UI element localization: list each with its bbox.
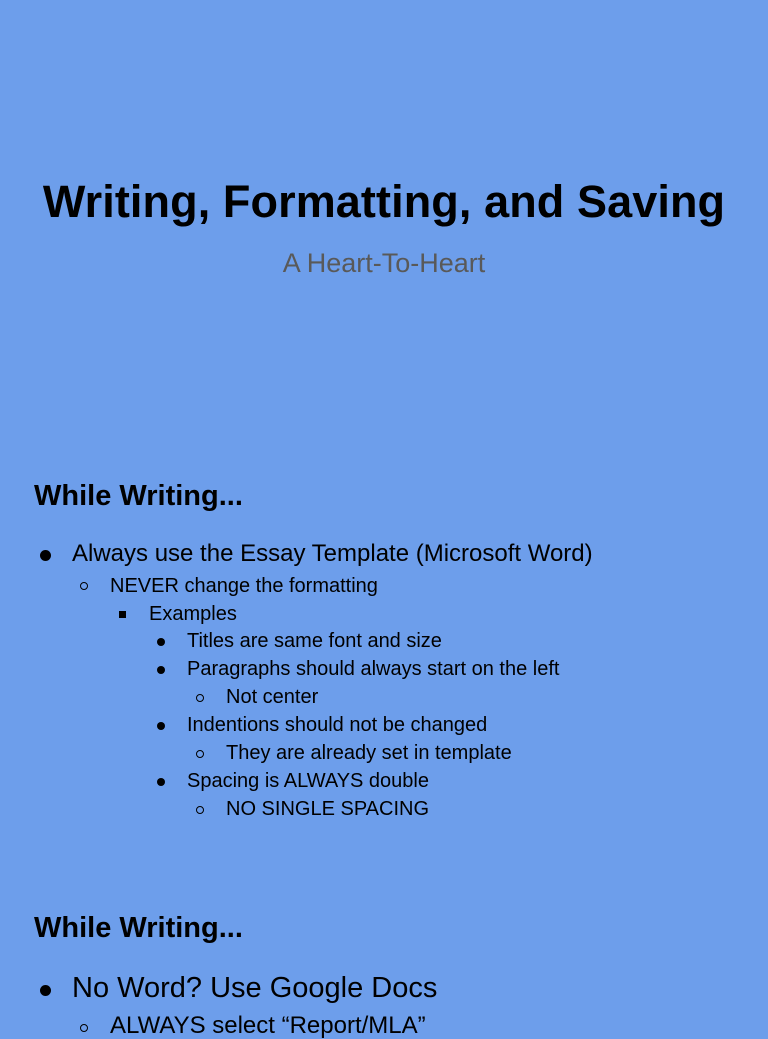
bullet-square-icon <box>119 611 126 618</box>
bullet-text: Spacing is ALWAYS double <box>187 770 429 792</box>
bullet-text: NEVER change the formatting <box>110 575 378 597</box>
bullet-text: No Word? Use Google Docs <box>72 972 438 1004</box>
bullet-text: Paragraphs should always start on the left <box>187 658 560 680</box>
bullet-text: Not center <box>226 686 319 708</box>
bullet-text: Titles are same font and size <box>187 630 442 652</box>
title-slide <box>0 0 768 432</box>
slide-heading: While Writing... <box>34 912 243 944</box>
bullet-text: They are already set in template <box>226 742 512 764</box>
bullet-ring-icon <box>80 1024 88 1032</box>
bullet-text: Always use the Essay Template (Microsoft Word) <box>72 540 593 567</box>
bullet-dot-icon <box>157 638 165 646</box>
content-slide-writing <box>0 432 768 864</box>
slide-subtitle: A Heart-To-Heart <box>282 248 486 278</box>
bullet-ring-icon <box>196 750 204 758</box>
bullet-text: Indentions should not be changed <box>187 714 488 736</box>
bullet-dot-icon <box>40 985 51 996</box>
slide-heading: While Writing... <box>34 480 243 512</box>
bullet-dot-icon <box>157 722 165 730</box>
slide-title: Writing, Formatting, and Saving <box>42 176 726 227</box>
bullet-ring-icon <box>196 806 204 814</box>
bullet-text: NO SINGLE SPACING <box>226 798 430 820</box>
bullet-text: ALWAYS select “Report/MLA” <box>110 1012 426 1039</box>
bullet-dot-icon <box>157 666 165 674</box>
bullet-ring-icon <box>196 694 204 702</box>
bullet-ring-icon <box>80 582 88 590</box>
bullet-text: Examples <box>149 603 237 625</box>
content-slide-writing-2 <box>0 864 768 1039</box>
bullet-dot-icon <box>40 550 51 561</box>
bullet-dot-icon <box>157 778 165 786</box>
